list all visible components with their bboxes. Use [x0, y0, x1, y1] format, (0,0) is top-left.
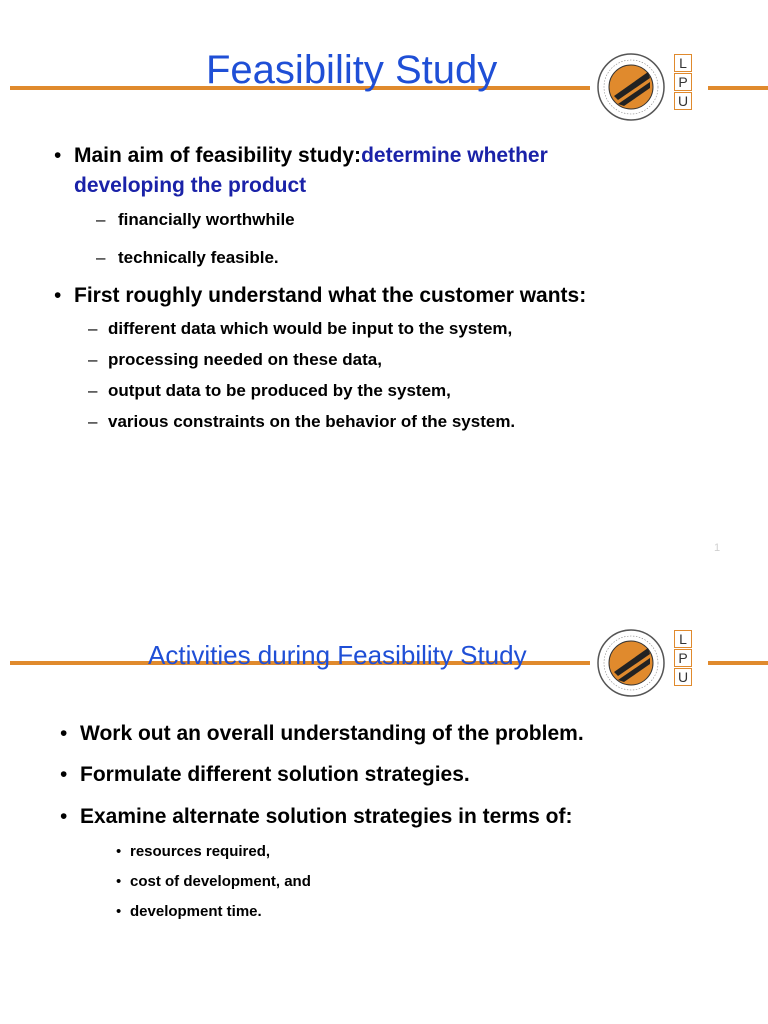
- title-rule-right: [708, 661, 768, 665]
- sub-cost: • cost of development, and: [116, 873, 311, 890]
- bullet-examine-alternates: • Examine alternate solution strategies in terms of:: [60, 805, 573, 828]
- logo-letter-l: L: [674, 630, 692, 648]
- bullet-dot: •: [116, 903, 122, 920]
- bullet-dot: •: [60, 805, 68, 828]
- sub-financially: – financially worthwhile: [96, 210, 295, 229]
- slide-1: [10, 36, 768, 578]
- bullet-dot: •: [116, 843, 122, 860]
- bullet-dot: •: [60, 763, 68, 786]
- sub-input-data: – different data which would be input to the system,: [88, 319, 513, 338]
- slide-title: Activities during Feasibility Study: [148, 640, 527, 670]
- logo-letter-p: P: [674, 649, 692, 667]
- university-seal-logo: [596, 52, 666, 122]
- slide-title: Feasibility Study: [206, 48, 498, 92]
- sub-output-data: – output data to be produced by the system,: [88, 381, 451, 400]
- logo-letter-u: U: [674, 668, 692, 686]
- sub-technically: – technically feasible.: [96, 248, 279, 267]
- bullet-dot: •: [54, 284, 62, 307]
- bullet-dot: •: [60, 722, 68, 745]
- sub-dev-time: • development time.: [116, 903, 262, 920]
- bullet-overall-understanding: • Work out an overall understanding of the problem.: [60, 722, 584, 745]
- bullet-dot: •: [54, 144, 62, 167]
- bullet-main-aim-highlight-1: determine whether: [361, 144, 548, 167]
- bullet-customer-wants: • First roughly understand what the customer wants:: [54, 284, 587, 307]
- logo-letter-u: U: [674, 92, 692, 110]
- university-seal-logo: [596, 628, 666, 698]
- lpu-letter-box: [674, 630, 692, 687]
- page-number: 1: [714, 542, 721, 554]
- lpu-letter-box: [674, 54, 692, 111]
- sub-processing: – processing needed on these data,: [88, 350, 382, 369]
- bullet-main-aim: [54, 144, 548, 168]
- bullet-solution-strategies: • Formulate different solution strategies.: [60, 763, 470, 786]
- bullet-main-aim-highlight-2: developing the product: [74, 174, 307, 197]
- slide-2: [10, 612, 768, 1024]
- bullet-main-aim-prefix: Main aim of feasibility study:: [74, 144, 362, 167]
- bullet-dot: •: [116, 873, 122, 890]
- logo-letter-p: P: [674, 73, 692, 91]
- title-rule-right: [708, 86, 768, 90]
- sub-resources: • resources required,: [116, 843, 271, 860]
- logo-letter-l: L: [674, 54, 692, 72]
- sub-constraints: – various constraints on the behavior of the system.: [88, 412, 516, 431]
